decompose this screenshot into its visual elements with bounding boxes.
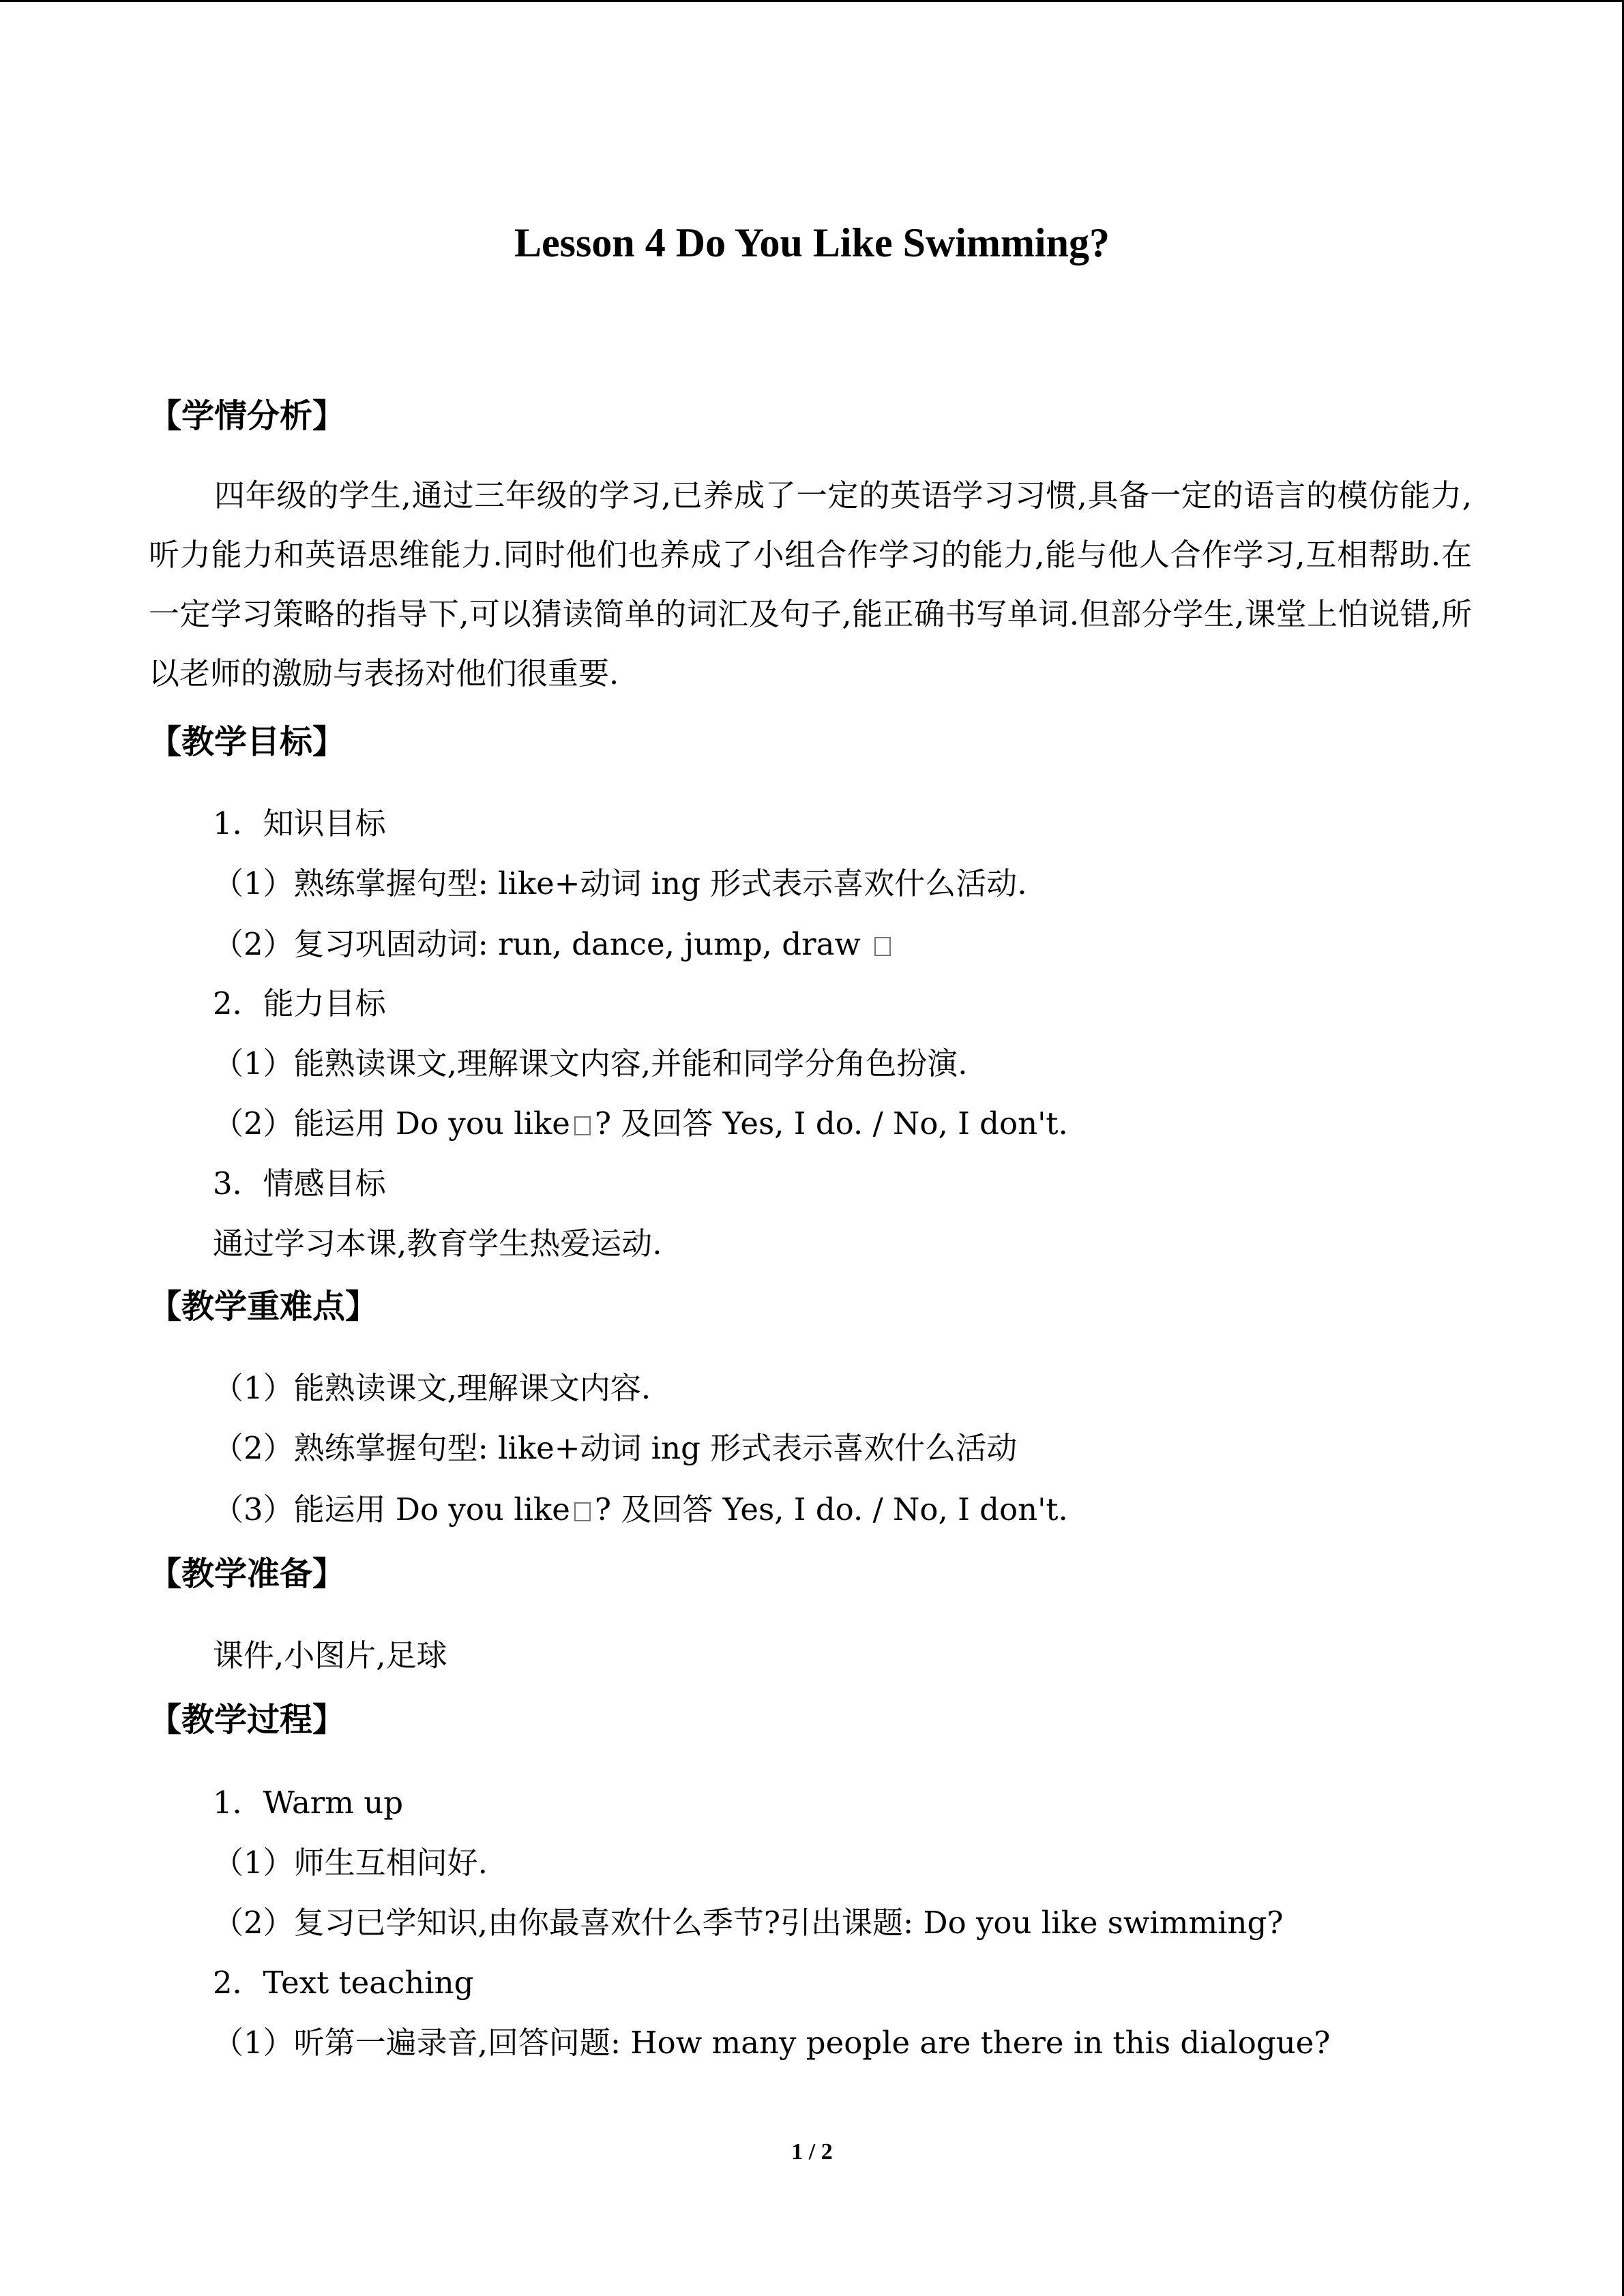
- process-step-1-item-1: （1）师生互相问好.: [213, 1845, 488, 1881]
- objective-ability-item-1: （1）能熟读课文,理解课文内容,并能和同学分角色扮演.: [213, 1045, 968, 1082]
- objective-emotion-item-1: 通过学习本课,教育学生热爱运动.: [213, 1225, 662, 1262]
- key-point-item-2: （2）熟练掌握句型: like+动词 ing 形式表示喜欢什么活动: [213, 1430, 1018, 1466]
- process-step-1-item-2: （2）复习已学知识,由你最喜欢什么季节?引出课题: Do you like swimming?: [213, 1905, 1284, 1941]
- missing-glyph-box: [874, 937, 891, 956]
- objective-ability-item-2-text-a: （2）能运用 Do you like: [213, 1105, 570, 1142]
- document-title: Lesson 4 Do You Like Swimming?: [514, 220, 1110, 265]
- key-point-item-3-text-a: （3）能运用 Do you like: [213, 1491, 570, 1527]
- objective-ability-title: 2．能力目标: [213, 985, 386, 1022]
- section-heading-objectives: 【教学目标】: [149, 723, 346, 761]
- process-step-2: 2．Text teaching: [213, 1965, 474, 2001]
- process-step-2-item-1: （1）听第一遍录音,回答问题: How many people are there in this dialogue?: [213, 2025, 1331, 2061]
- objective-knowledge-title: 1．知识目标: [213, 805, 386, 841]
- objective-knowledge-item-1: （1）熟练掌握句型: like+动词 ing 形式表示喜欢什么活动.: [213, 865, 1027, 901]
- section-heading-analysis: 【学情分析】: [149, 397, 346, 435]
- objective-emotion-title: 3．情感目标: [213, 1165, 386, 1202]
- key-point-item-1: （1）能熟读课文,理解课文内容.: [213, 1370, 651, 1406]
- preparation-content: 课件,小图片,足球: [213, 1637, 447, 1673]
- analysis-paragraph: 四年级的学生,通过三年级的学习,已养成了一定的英语学习习惯,具备一定的语言的模仿能力,听力能力和英语思维能力.同时他们也养成了小组合作学习的能力,能与他人合作学习,互相帮助.在一定学习策略的指导下,可以猜读简单的词汇及句子,能正确书写单词.但部分学生,课堂上怕说错,所以老师的激励与表扬对他们很重要.: [149, 477, 1472, 691]
- objective-knowledge-item-2-text: （2）复习巩固动词: run, dance, jump, draw: [213, 926, 861, 962]
- section-heading-key-points: 【教学重难点】: [149, 1287, 379, 1326]
- objective-ability-item-2-text-b: ? 及回答 Yes, I do. / No, I don't.: [594, 1105, 1068, 1142]
- page-number: 1 / 2: [791, 2139, 833, 2164]
- objective-knowledge-item-2: [213, 921, 895, 968]
- missing-glyph-box: [574, 1502, 591, 1521]
- key-point-item-3-text-b: ? 及回答 Yes, I do. / No, I don't.: [594, 1491, 1068, 1527]
- section-heading-process: 【教学过程】: [149, 1701, 346, 1739]
- section-heading-preparation: 【教学准备】: [149, 1555, 346, 1593]
- key-point-item-3: [213, 1486, 1068, 1534]
- objective-ability-item-2: [213, 1100, 1068, 1148]
- missing-glyph-box: [574, 1116, 591, 1135]
- process-step-1: 1．Warm up: [213, 1785, 404, 1821]
